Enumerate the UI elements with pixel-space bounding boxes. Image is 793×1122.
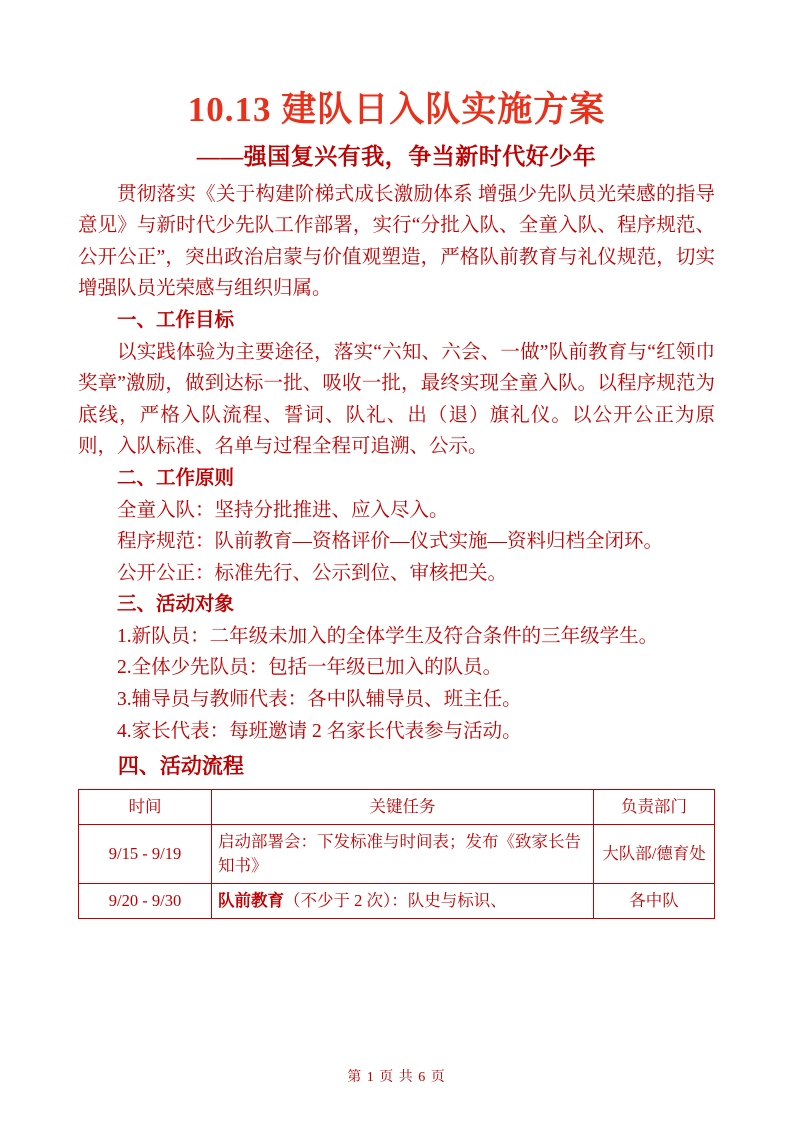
section-goals-paragraph-1: 以实践体验为主要途径，落实“六知、六会、一做”队前教育与“红领巾奖章”激励，做到达标一批、吸收一批，最终实现全童入队。以程序规范为底线，严格入队流程、誓词、队礼、出（退）旗礼仪。以公开公正为原则，入队标准、名单与过程全程可追溯、公示。 (78, 341, 715, 458)
section-principles-paragraph-3: 公开公正：标准先行、公示到位、审核把关。 (117, 562, 508, 584)
activity-flow-table (78, 789, 715, 919)
section-participants-paragraph-1: 1.新队员：二年级未加入的全体学生及符合条件的三年级学生。 (117, 625, 659, 647)
section-participants-paragraph-3: 3.辅导员与教师代表：各中队辅导员、班主任。 (117, 689, 522, 710)
table-cell-task (212, 883, 594, 918)
page-title: 10.13 建队日入队实施方案 (187, 90, 606, 129)
section-principles-paragraph-1: 全童入队：坚持分批推进、应入尽入。 (117, 499, 449, 521)
table-row (79, 883, 715, 918)
section-participants-paragraph-4: 4.家长代表：每班邀请 2 名家长代表参与活动。 (117, 720, 522, 742)
table-header-task: 关键任务 (212, 789, 594, 824)
table-cell-time: 9/15 - 9/19 (79, 824, 212, 883)
section-heading-flow: 四、活动流程 (117, 754, 244, 779)
page-subtitle: ——强国复兴有我，争当新时代好少年 (196, 143, 597, 169)
section-heading-participants: 三、活动对象 (117, 594, 235, 616)
page-footer: 第 1 页 共 6 页 (347, 1070, 446, 1085)
section-participants-paragraph-2: 2.全体少先队员：包括一年级已加入的队员。 (117, 657, 503, 679)
table-cell-task: 启动部署会：下发标准与时间表；发布《致家长告知书》 (212, 824, 594, 883)
table-row (79, 824, 715, 883)
table-header-time: 时间 (79, 789, 212, 824)
table-cell-task-rest: （不少于 2 次）：队史与标识、 (284, 890, 507, 910)
table-cell-dept: 各中队 (594, 883, 715, 918)
table-cell-time: 9/20 - 9/30 (79, 883, 212, 918)
table-cell-task-bold: 队前教育 (218, 890, 284, 910)
intro-paragraph: 贯彻落实《关于构建阶梯式成长激励体系 增强少先队员光荣感的指导意见》与新时代少先队工作部署，实行“分批入队、全童入队、程序规范、公开公正”，突出政治启蒙与价值观塑造，严格队前教育与礼仪规范，切实增强队员光荣感与组织归属。 (78, 183, 715, 300)
section-heading-goals: 一、工作目标 (117, 310, 235, 332)
table-header-row (79, 789, 715, 824)
table-cell-dept: 大队部/德育处 (594, 824, 715, 883)
table-header-dept: 负责部门 (594, 789, 715, 824)
section-heading-principles: 二、工作原则 (117, 467, 235, 489)
section-principles-paragraph-2: 程序规范：队前教育—资格评价—仪式实施—资料归档全闭环。 (117, 531, 664, 553)
